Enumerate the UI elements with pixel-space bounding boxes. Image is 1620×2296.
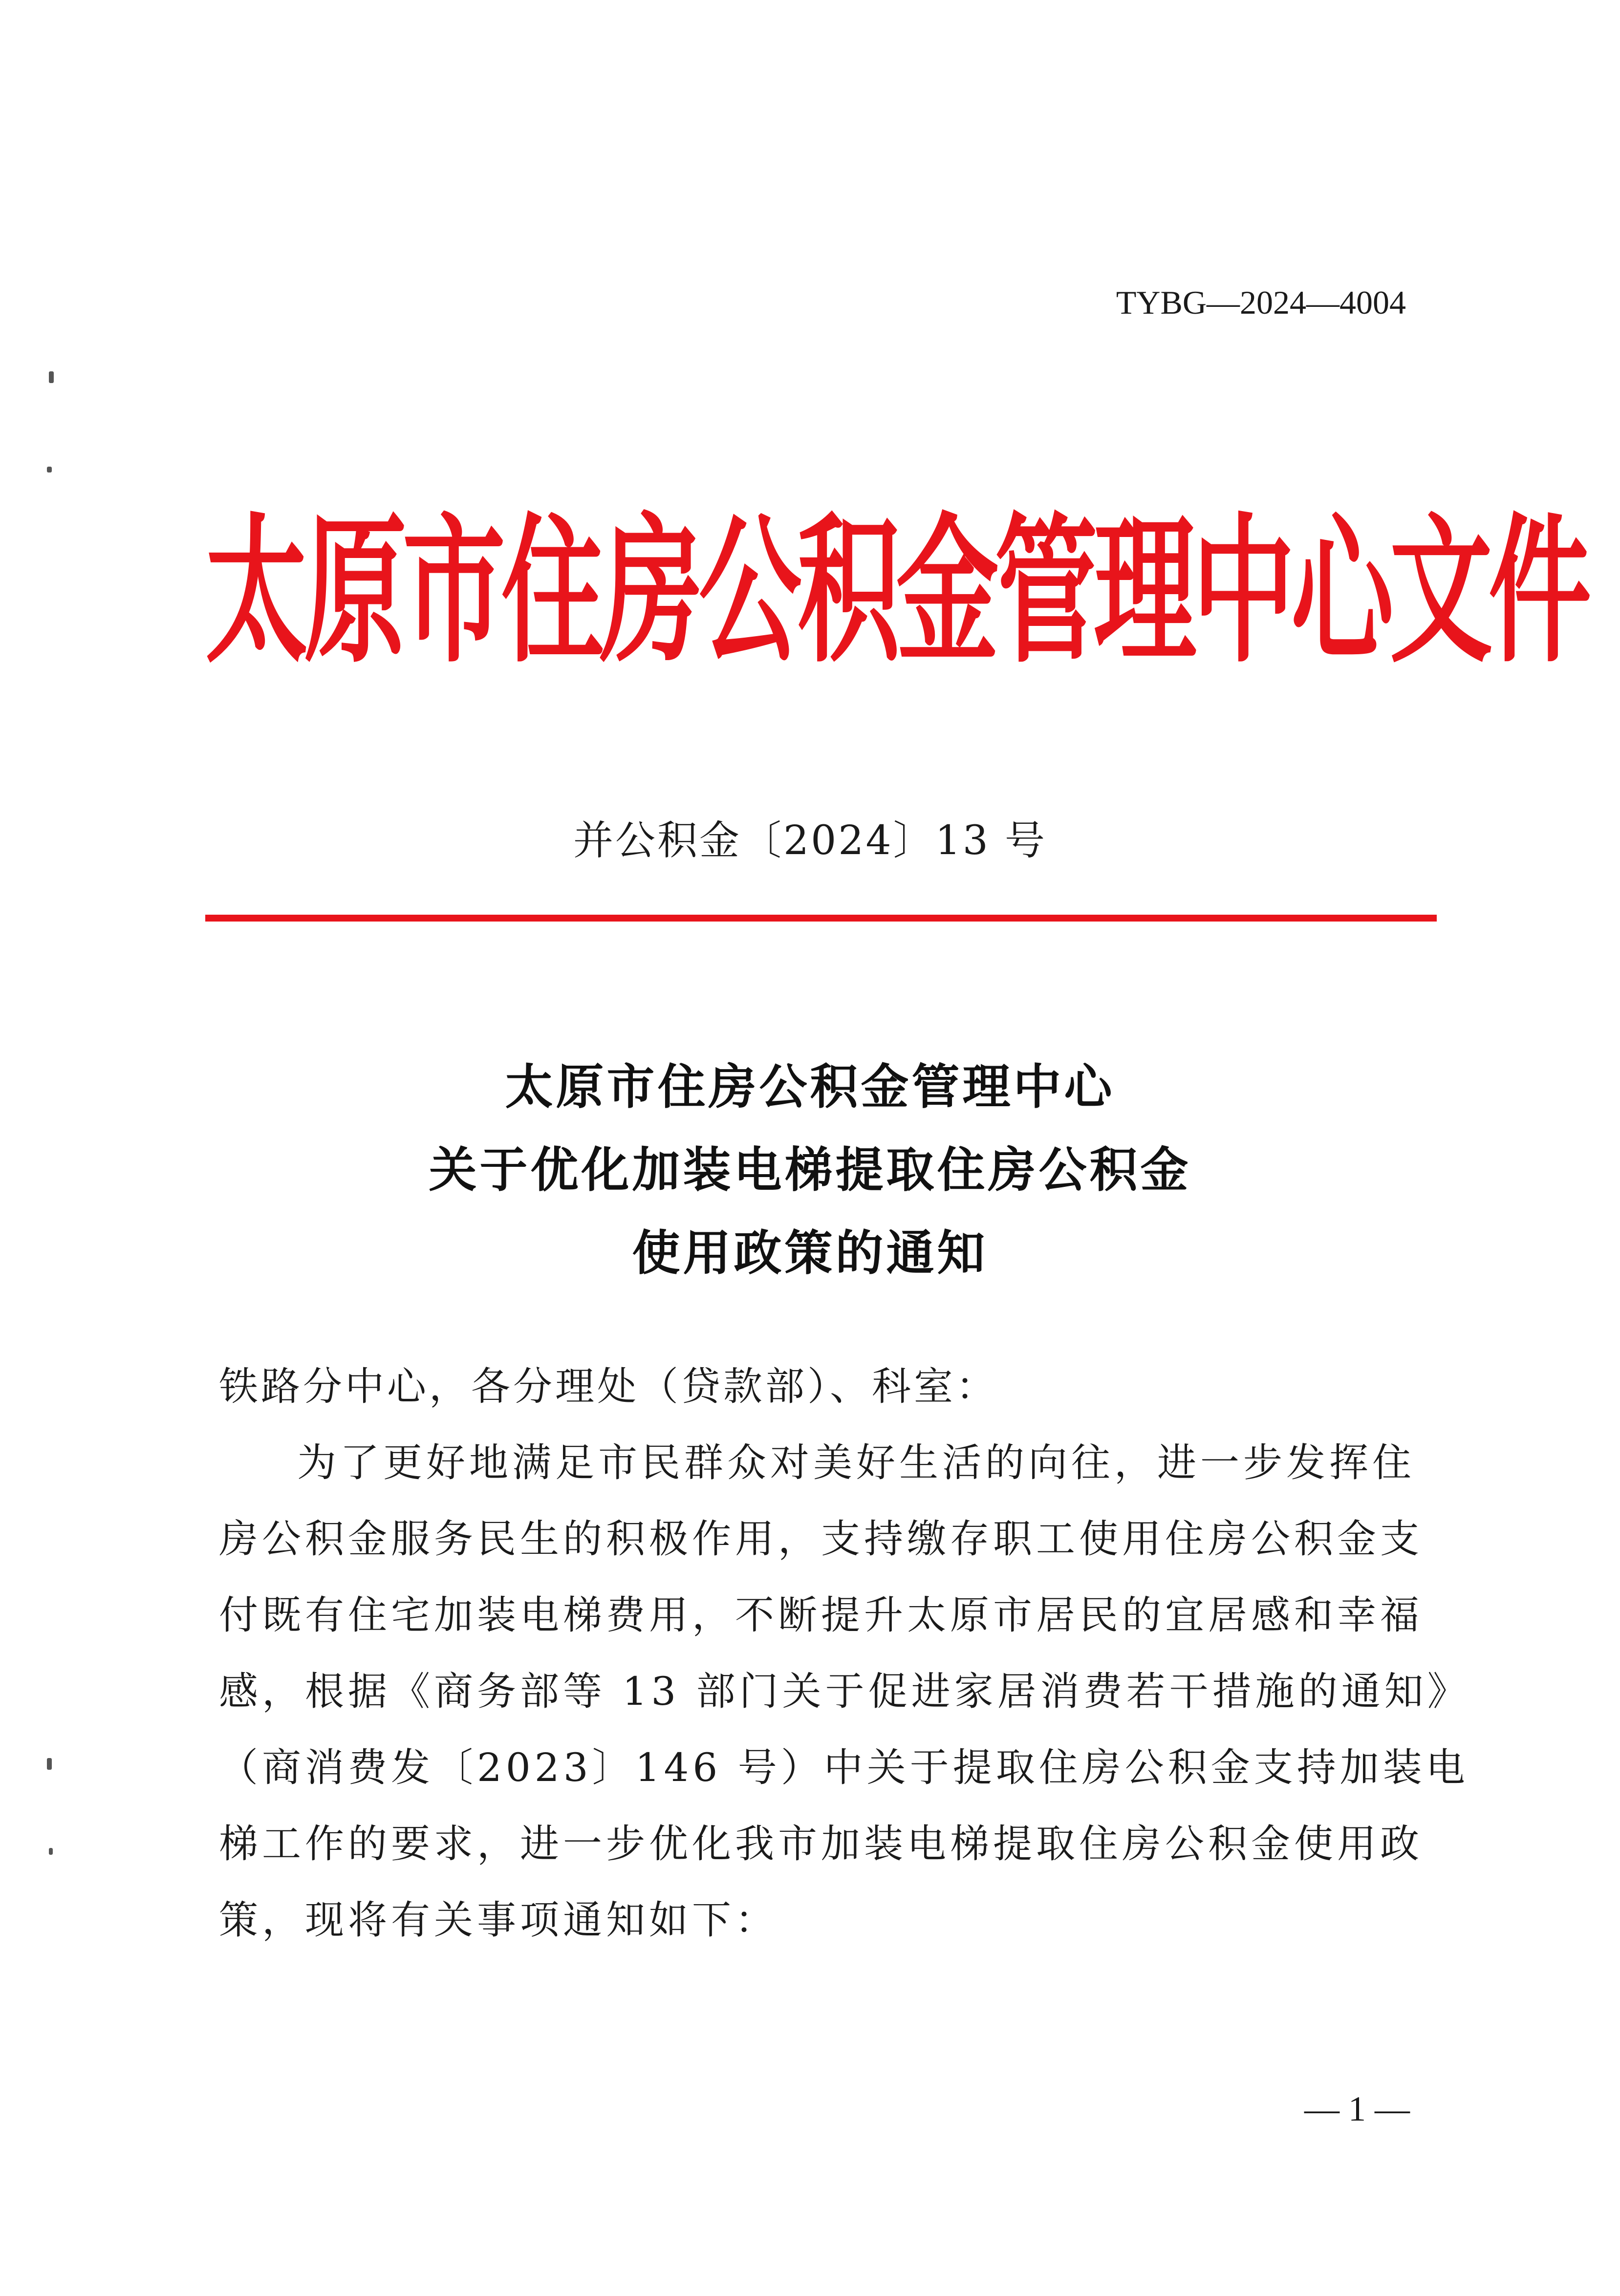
page-number: — 1 — xyxy=(1304,2089,1410,2128)
red-divider-line xyxy=(205,915,1437,922)
masthead-title: 太原市住房公积金管理中心文件 xyxy=(205,497,1588,685)
document-number: 并公积金〔2024〕13 号 xyxy=(573,817,1047,864)
body-line-3: 付既有住宅加装电梯费用，不断提升太原市居民的宜居感和幸福 xyxy=(219,1592,1423,1638)
body-line-4: 感，根据《商务部等 13 部门关于促进家居消费若干措施的通知》 xyxy=(219,1669,1470,1714)
body-line-1: 为了更好地满足市民群众对美好生活的向往，进一步发挥住 xyxy=(297,1440,1415,1485)
scan-mark xyxy=(47,467,52,472)
scan-mark xyxy=(49,371,54,383)
scan-mark xyxy=(49,1848,53,1855)
body-line-5: （商消费发〔2023〕146 号）中关于提取住房公积金支持加装电 xyxy=(219,1745,1469,1790)
body-line-2: 房公积金服务民生的积极作用，支持缴存职工使用住房公积金支 xyxy=(219,1516,1423,1562)
title-line-1: 太原市住房公积金管理中心 xyxy=(505,1059,1115,1115)
notice-body xyxy=(219,1349,1470,1958)
scan-mark xyxy=(47,1758,52,1770)
title-line-3: 使用政策的通知 xyxy=(632,1225,988,1281)
notice-title xyxy=(0,1046,1620,1295)
document-code: TYBG—2024—4004 xyxy=(1116,284,1406,321)
salutation: 铁路分中心，各分理处（贷款部）、科室： xyxy=(219,1364,998,1409)
body-line-7: 策，现将有关事项通知如下： xyxy=(219,1897,778,1943)
body-line-6: 梯工作的要求，进一步优化我市加装电梯提取住房公积金使用政 xyxy=(219,1821,1423,1867)
title-line-2: 关于优化加装电梯提取住房公积金 xyxy=(429,1142,1191,1198)
